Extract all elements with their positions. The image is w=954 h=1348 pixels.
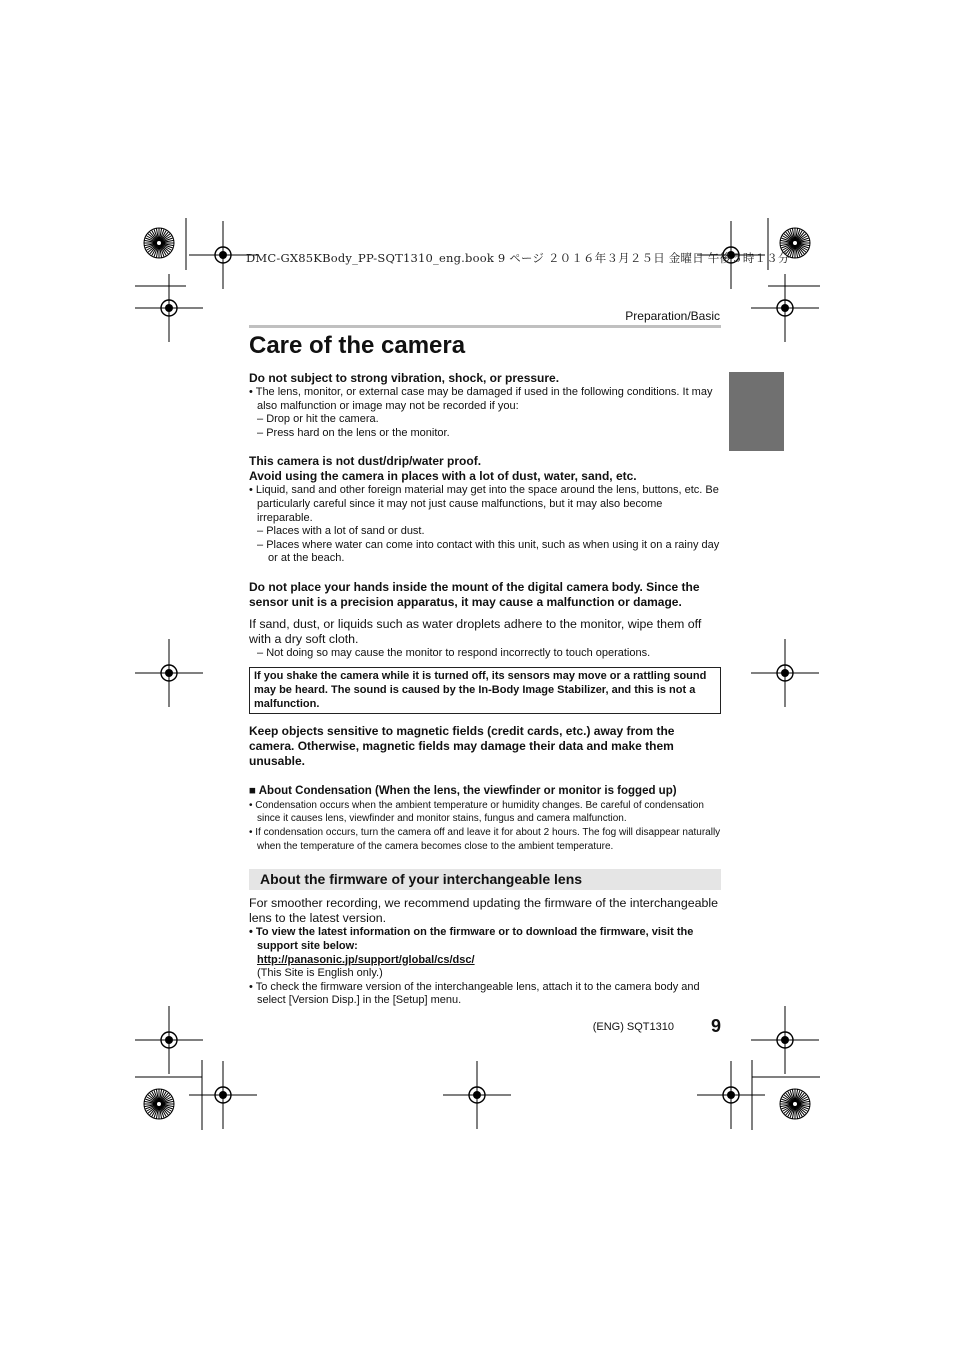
registration-dot <box>781 1036 789 1044</box>
registration-dot <box>165 669 173 677</box>
starburst-center <box>793 1102 797 1106</box>
registration-dot <box>781 669 789 677</box>
stabilizer-note-box: If you shake the camera while it is turned off, its sensors may move or a rattling sound may be heard. The sound is caused by the In-Body Image Stabilizer, and this is not a malfunction. <box>249 667 721 714</box>
monitor-dash: – Not doing so may cause the monitor to respond incorrectly to touch operations. <box>257 646 651 659</box>
registration-dot <box>473 1091 481 1099</box>
starburst-center <box>157 241 161 245</box>
dust-heading-1: This camera is not dust/drip/water proof. <box>249 454 482 469</box>
page-number: 9 <box>710 1016 721 1036</box>
registration-dot <box>781 304 789 312</box>
footer-code: (ENG) SQT1310 <box>592 1021 674 1033</box>
firmware-intro: For smoother recording, we recommend updating the firmware of the interchangeable lens to the latest version. <box>249 896 719 926</box>
registration-dot <box>219 251 227 259</box>
vibration-dash-2: – Press hard on the lens or the monitor. <box>257 426 450 439</box>
magnetic-warning: Keep objects sensitive to magnetic fields (credit cards, etc.) away from the camera. Otherwise, magnetic fields may damage their data and make them unusable. <box>249 723 675 768</box>
vibration-heading: Do not subject to strong vibration, shock, or pressure. <box>249 371 560 385</box>
url-note: (This Site is English only.) <box>257 967 383 980</box>
firmware-heading: About the firmware of your interchangeable lens <box>249 869 721 891</box>
mount-warning: Do not place your hands inside the mount of the digital camera body. Since the sensor unit is a precision apparatus, it may cause a malfunction or damage. <box>249 579 700 609</box>
support-site-link[interactable]: http://panasonic.jp/support/global/cs/dsc/ <box>257 953 475 966</box>
registration-dot <box>727 1091 735 1099</box>
monitor-text: If sand, dust, or liquids such as water droplets adhere to the monitor, wipe them off with a dry soft cloth. <box>249 616 702 646</box>
chapter-tab <box>729 372 784 451</box>
square-bullet-icon: ■ <box>249 784 256 797</box>
page-title: Care of the camera <box>249 332 466 359</box>
vibration-dash-1: – Drop or hit the camera. <box>257 413 379 426</box>
starburst-center <box>157 1102 161 1106</box>
condensation-heading: ■ About Condensation (When the lens, the viewfinder or monitor is fogged up) <box>249 784 677 797</box>
dust-heading-2: Avoid using the camera in places with a lot of dust, water, sand, etc. <box>249 469 637 484</box>
vibration-bullet: • The lens, monitor, or external case may be damaged if used in the following conditions. It may also malfunction or image may not be recorded if you: <box>249 386 713 412</box>
header-rule <box>249 325 721 328</box>
registration-dot <box>165 304 173 312</box>
registration-dot <box>219 1091 227 1099</box>
firmware-bullet-2: • To check the firmware version of the interchangeable lens, attach it to the camera body and select [Version Disp.] in the [Setup] menu. <box>249 980 700 1007</box>
dust-dash-1: – Places with a lot of sand or dust. <box>257 525 425 538</box>
dust-bullet: • Liquid, sand and other foreign material may get into the space around the lens, buttons, etc. Be particularly careful since it may not just cause malfunctions, but it may also become irreparable. <box>249 484 719 524</box>
print-info-line: DMC-GX85KBody_PP-SQT1310_eng.book 9 ページ ２０１６年３月２５日 金曜日 午後５時１３分 <box>246 251 790 265</box>
starburst-center <box>793 241 797 245</box>
condensation-bullet-1: • Condensation occurs when the ambient temperature or humidity changes. Be careful of condensation since it causes lens, viewfinder and monitor stains, fungus and camera malfunction. <box>249 799 704 825</box>
condensation-bullet-2: • If condensation occurs, turn the camera off and leave it for about 2 hours. The fog will disappear naturally when the temperature of the camera becomes close to the ambient temperature. <box>249 827 721 852</box>
firmware-bullet-1: • To view the latest information on the firmware or to download the firmware, visit the support site below: <box>249 926 694 952</box>
main-content <box>249 371 721 1008</box>
registration-dot <box>165 1036 173 1044</box>
section-label: Preparation/Basic <box>625 309 720 323</box>
dust-dash-2: – Places where water can come into contact with this unit, such as when using it on a rainy day or at the beach. <box>257 538 720 565</box>
